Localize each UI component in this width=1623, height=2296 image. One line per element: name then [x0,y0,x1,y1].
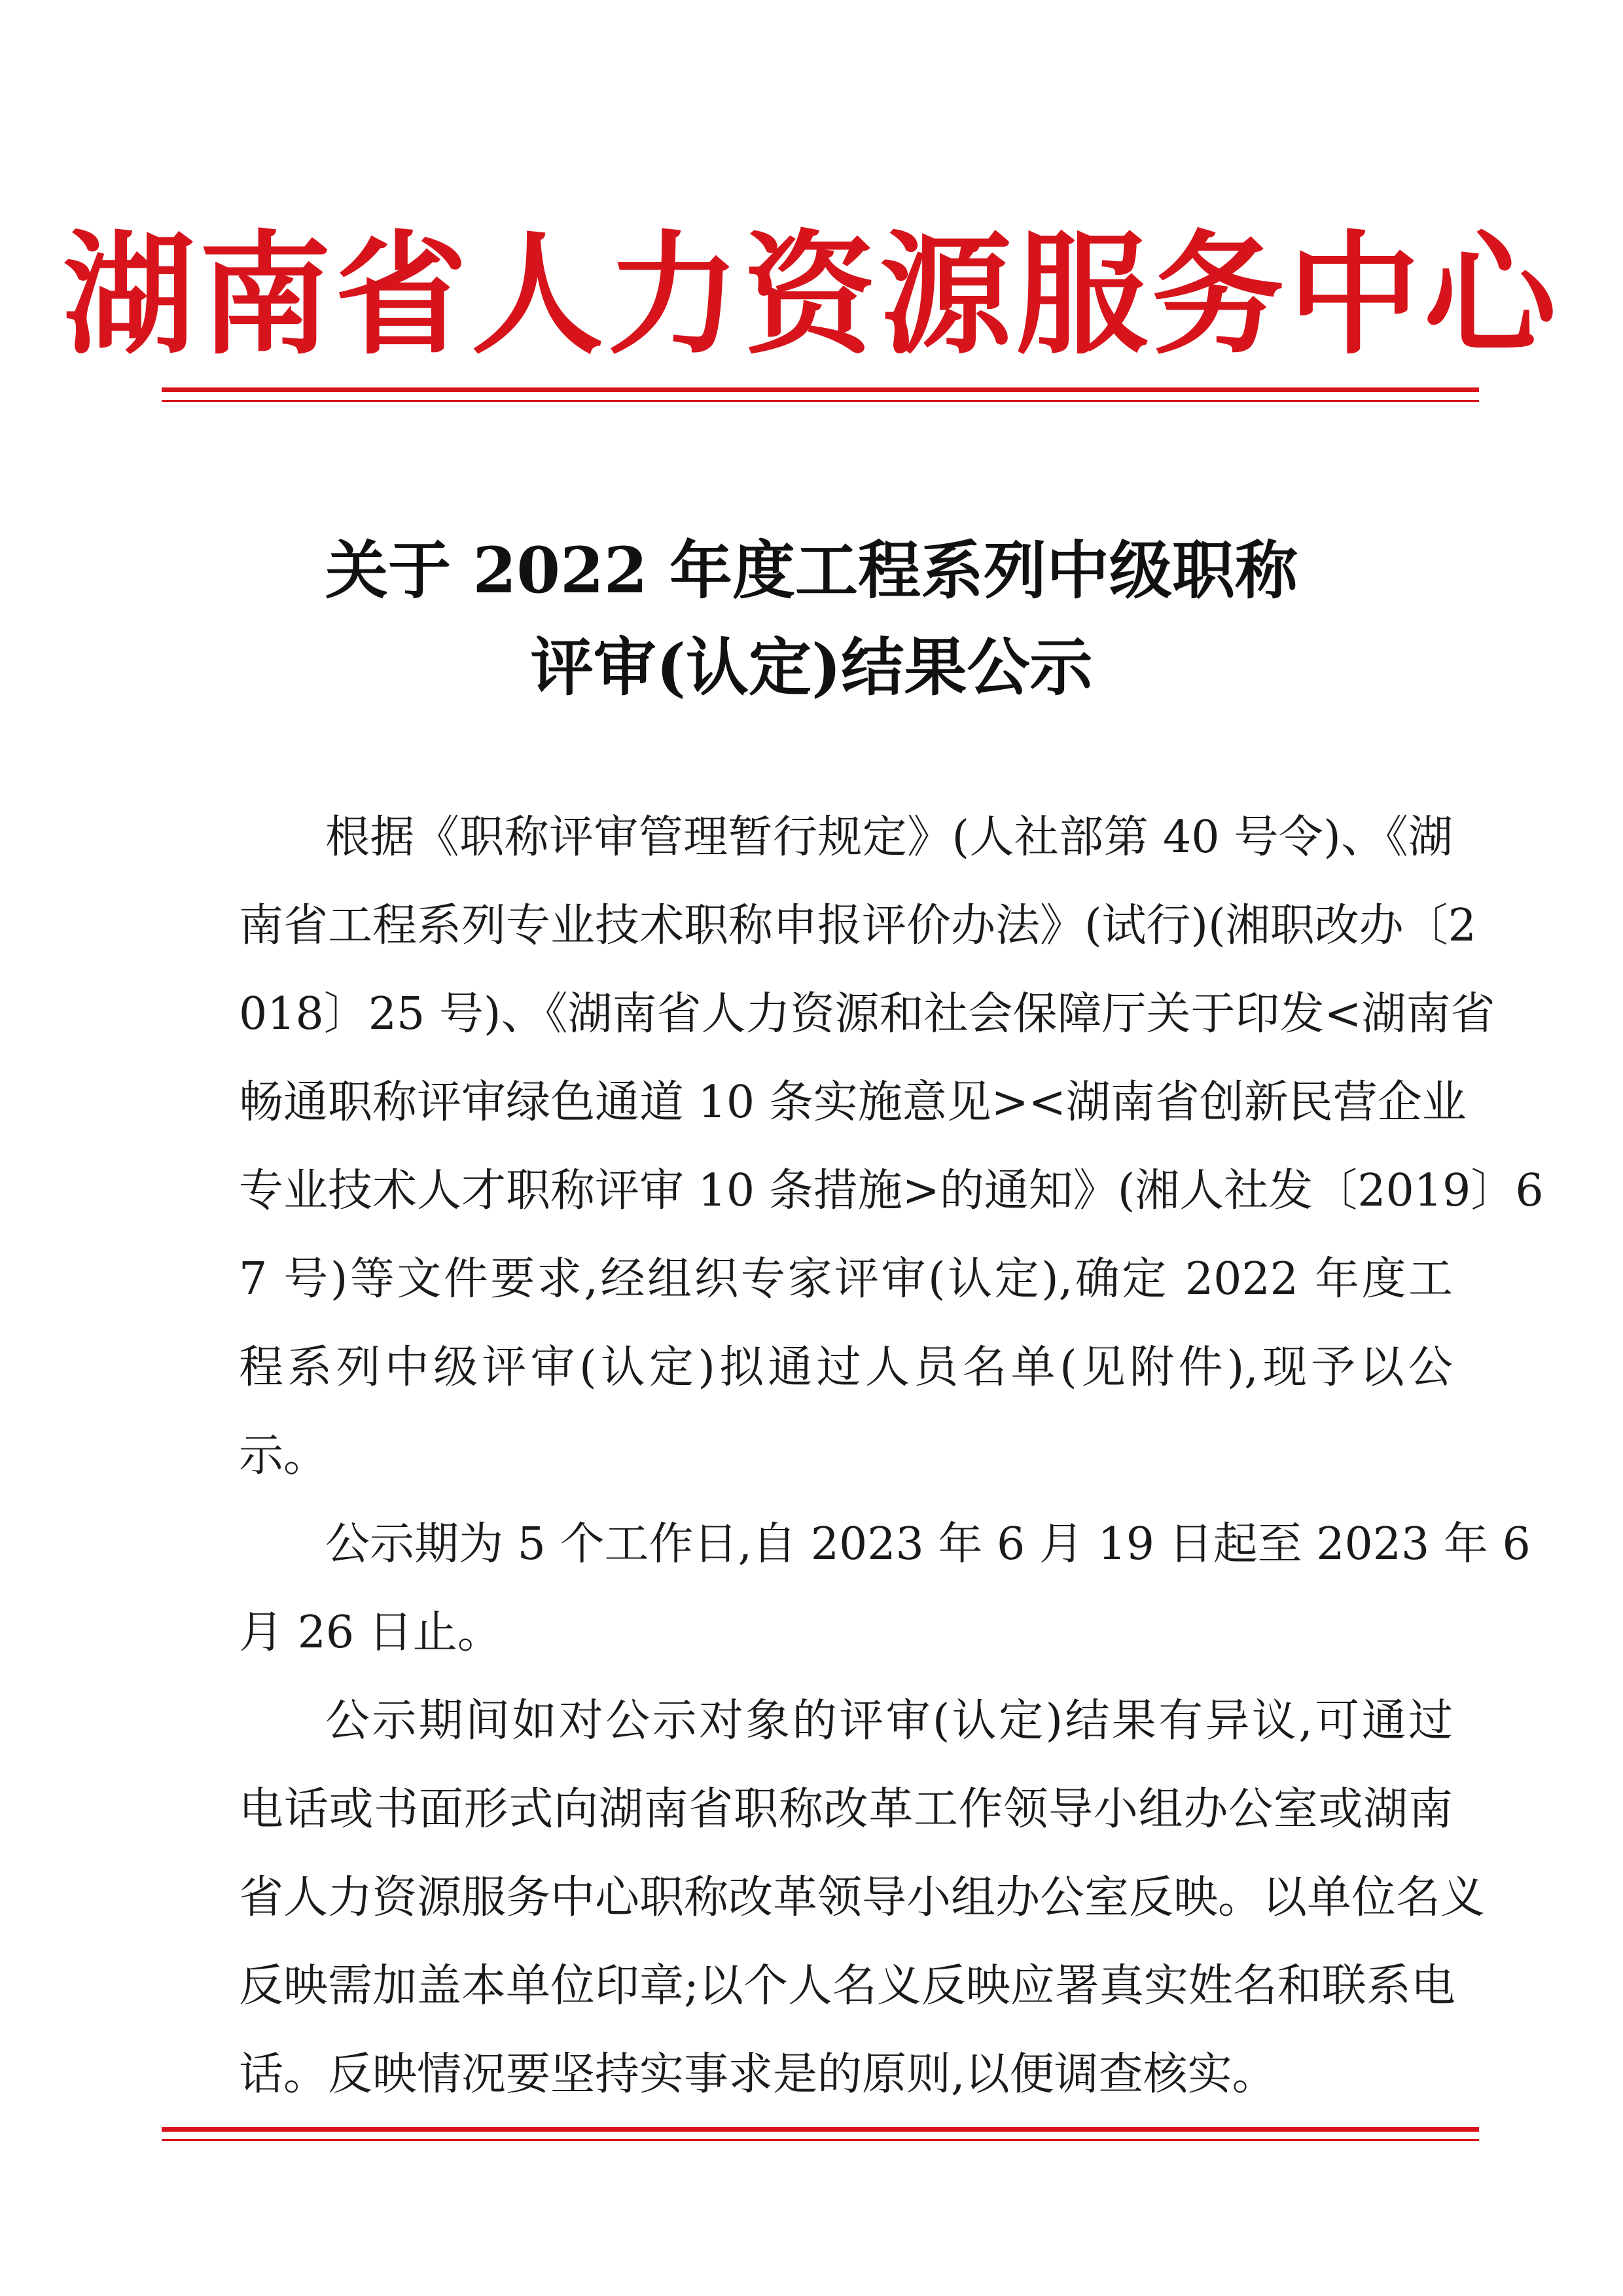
masthead-divider-thin [162,400,1479,402]
paragraph-line: 公示期间如对公示对象的评审(认定)结果有异议,可通过 [325,1695,1453,1747]
paragraph-line: 省人力资源服务中心职称改革领导小组办公室反映。以单位名义 [239,1872,1486,1924]
paragraph-line: 电话或书面形式向湖南省职称改革工作领导小组办公室或湖南 [239,1784,1453,1835]
paragraph-line: 程系列中级评审(认定)拟通过人员名单(见附件),现予以公 [239,1342,1453,1393]
paragraph-line: 018〕25 号)、《湖南省人力资源和社会保障厅关于印发<湖南省 [239,988,1495,1040]
masthead-divider-thick [162,387,1479,392]
paragraph-line: 畅通职称评审绿色通道 10 条实施意见><湖南省创新民营企业 [239,1077,1467,1128]
paragraph-line: 根据《职称评审管理暂行规定》(人社部第 40 号令)、《湖 [325,812,1453,863]
paragraph-line: 示。 [239,1430,329,1482]
paragraph-line: 话。反映情况要坚持实事求是的原则,以便调查核实。 [239,2049,1277,2100]
paragraph-line: 公示期为 5 个工作日,自 2023 年 6 月 19 日起至 2023 年 6 [325,1518,1531,1570]
paragraph-line: 7 号)等文件要求,经组织专家评审(认定),确定 2022 年度工 [239,1253,1453,1305]
paragraph-line: 专业技术人才职称评审 10 条措施>的通知》(湘人社发〔2019〕6 [239,1165,1544,1217]
paragraph-line: 南省工程系列专业技术职称申报评价办法》(试行)(湘职改办〔2 [239,900,1476,952]
document-title-line-2: 评审(认定)结果公示 [530,630,1093,704]
footer-divider-thick [162,2127,1479,2132]
document-title-line-1: 关于 2022 年度工程系列中级职称 [325,533,1298,607]
footer-divider-thin [162,2139,1479,2141]
paragraph-line: 月 26 日止。 [239,1607,502,1659]
masthead-organization-name: 湖南省人力资源服务中心 [63,217,1560,372]
paragraph-line: 反映需加盖本单位印章;以个人名义反映应署真实姓名和联系电 [239,1960,1455,2012]
